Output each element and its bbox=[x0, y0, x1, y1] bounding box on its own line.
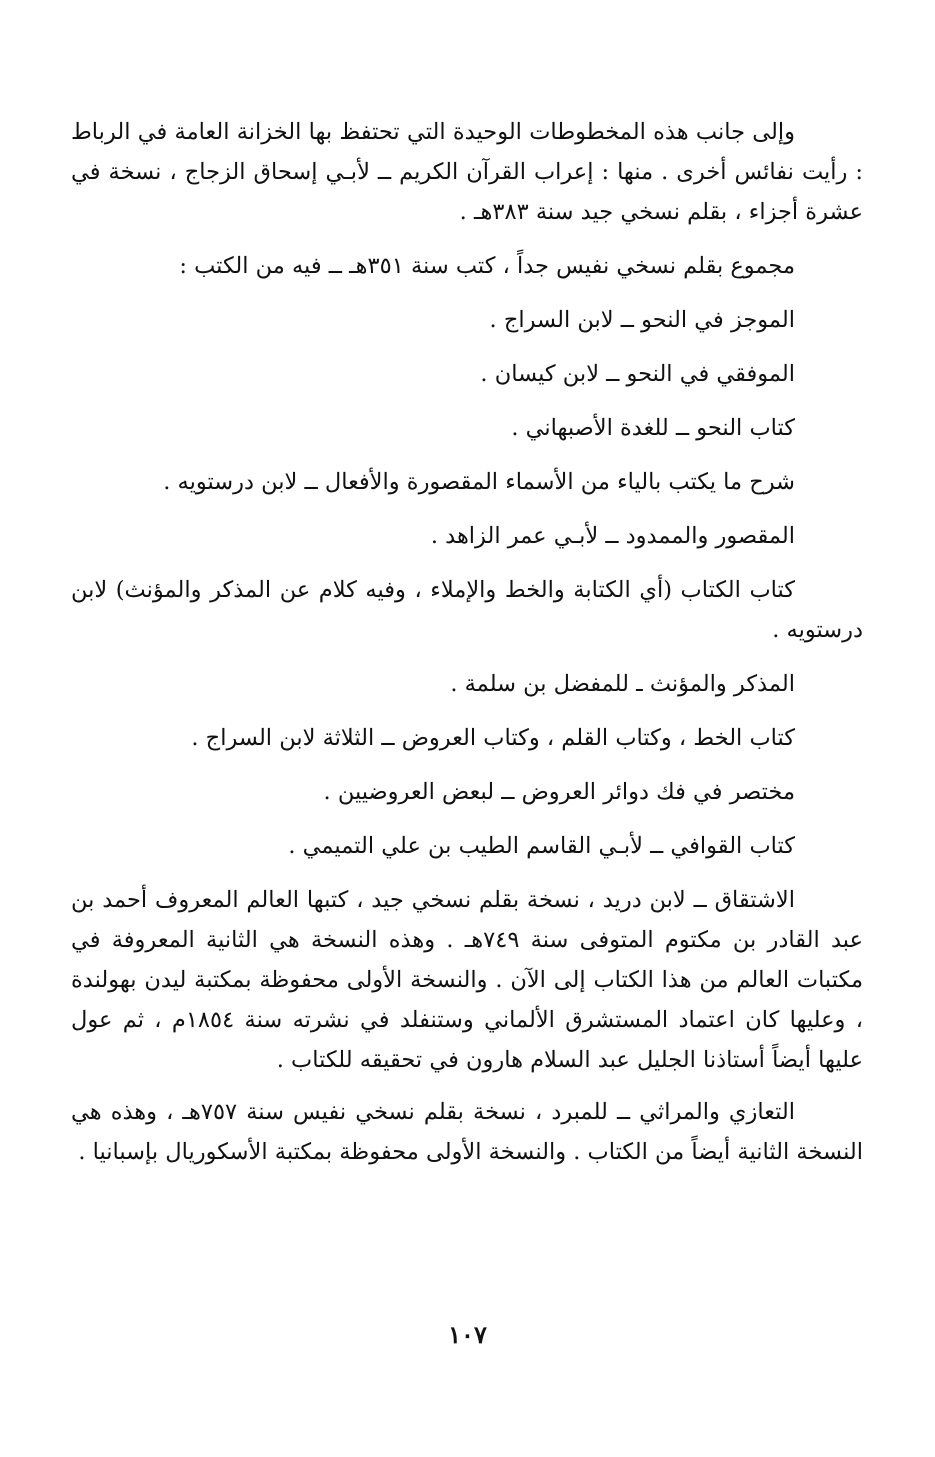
majmu-paragraph: مجموع بقلم نسخي نفيس جداً ، كتب سنة ٣٥١هـ ــ فيه من الكتب : bbox=[179, 253, 795, 279]
list-item: شرح ما يكتب بالياء من الأسماء المقصورة والأفعال ــ لابن درستويه . bbox=[163, 469, 795, 495]
ishtiqaq-paragraph: الاشتقاق ــ لابن دريد ، نسخة بقلم نسخي جيد ، كتبها العالم المعروف أحمد بن عبد القادر بن مكتوم المتوفى سنة ٧٤٩هـ . وهذه النسخة هي الثانية المعروفة في مكتبات العالم من هذا الكتاب إلى الآن . والنسخة الأولى محفوظة بمكتبة ليدن بهولندة ، وعليها كان اعتماد المستشرق الألماني وستنفلد في نشرته سنة ١٨٥٤م ، ثم عول عليها أيضاً أستاذنا الجليل عبد السلام هارون في تحقيقه للكتاب . bbox=[71, 887, 863, 1073]
list-item: كتاب الخط ، وكتاب القلم ، وكتاب العروض ــ الثلاثة لابن السراج . bbox=[191, 725, 795, 751]
taazi-paragraph: التعازي والمراثي ــ للمبرد ، نسخة بقلم نسخي نفيس سنة ٧٥٧هـ ، وهذه هي النسخة الثانية أيضاً من الكتاب . والنسخة الأولى محفوظة بمكتبة الأسكوريال بإسبانيا . bbox=[71, 1099, 863, 1165]
list-item: المذكر والمؤنث ـ للمفضل بن سلمة . bbox=[450, 671, 795, 697]
intro-paragraph: وإلى جانب هذه المخطوطات الوحيدة التي تحتفظ بها الخزانة العامة في الرباط : رأيت نفائس أخرى . منها : إعراب القرآن الكريم ــ لأبـي إسحاق الزجاج ، نسخة في عشرة أجزاء ، بقلم نسخي جيد سنة ٣٨٣هـ . bbox=[71, 119, 863, 225]
list-item: كتاب القوافي ــ لأبـي القاسم الطيب بن علي التميمي . bbox=[288, 833, 795, 859]
list-item: كتاب النحو ــ للغدة الأصبهاني . bbox=[511, 415, 795, 441]
list-item: الموفقي في النحو ــ لابن كيسان . bbox=[480, 361, 795, 387]
list-item: مختصر في فك دوائر العروض ــ لبعض العروضيين . bbox=[323, 779, 795, 805]
page-body bbox=[71, 112, 863, 1186]
list-item: المقصور والممدود ــ لأبـي عمر الزاهد . bbox=[430, 523, 795, 549]
page-number: ١٠٧ bbox=[448, 1320, 487, 1349]
list-item: الموجز في النحو ــ لابن السراج . bbox=[489, 307, 795, 333]
kitab-paragraph: كتاب الكتاب (أي الكتابة والخط والإملاء ، وفيه كلام عن المذكر والمؤنث) لابن درستويه . bbox=[71, 577, 863, 643]
